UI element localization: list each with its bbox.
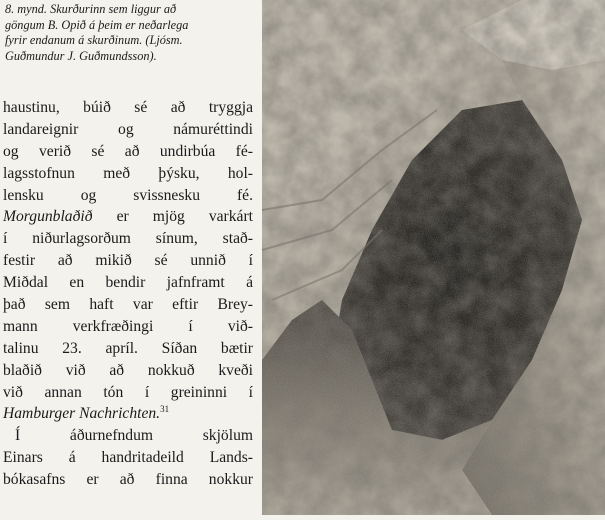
newspaper-title: Hamburger Nachrichten. (3, 405, 161, 423)
photo-grain (262, 0, 605, 515)
newspaper-title: Morgunblaðið (3, 208, 93, 226)
text-line: bókasafns er að finna nokkur (3, 471, 253, 489)
caption-line: göngum B. Opið á þeim er neðarlega (5, 17, 189, 32)
text-line: lagsstofnun með þýsku, hol- (3, 164, 253, 182)
text-fragment: er mjög varkárt (92, 208, 253, 226)
text-line: lensku og svissnesku fé. (3, 186, 253, 204)
text-line: haustinu, búið sé að tryggja (3, 99, 253, 116)
caption-line: Guðmundur J. Guðmundsson). (5, 48, 157, 63)
text-line (3, 206, 253, 228)
caption-line: 8. mynd. Skurðurinn sem liggur að (5, 2, 177, 16)
trench-photo-image (262, 0, 605, 515)
text-line (3, 403, 253, 425)
figure-caption (5, 2, 255, 64)
text-line: blaðið við að nokkuð kveði (3, 361, 253, 379)
text-line: það sem haft var eftir Brey- (3, 296, 253, 314)
text-line: festir að mikið sé unnið í (3, 252, 253, 270)
body-text (3, 97, 253, 489)
caption-line: fyrir endanum á skurðinum. (Ljósm. (5, 33, 183, 48)
footnote-ref: 31 (160, 404, 170, 415)
text-line: mann verkfræðingi í við- (3, 317, 253, 335)
text-line: talinu 23. apríl. Síðan bætir (3, 339, 253, 357)
text-line: við annan tón í greininni í (3, 383, 253, 401)
trench-photo (262, 0, 605, 515)
text-line: Miðdal en bendir jafnframt á (3, 274, 253, 292)
text-line: landareignir og námuréttindi (3, 120, 253, 138)
text-line: og verið sé að undirbúa fé- (3, 142, 253, 160)
text-line: Í áðurnefndum skjölum (15, 427, 253, 445)
text-line: í niðurlagsorðum sínum, stað- (3, 230, 253, 248)
text-line: Einars á handritadeild Lands- (3, 449, 253, 467)
